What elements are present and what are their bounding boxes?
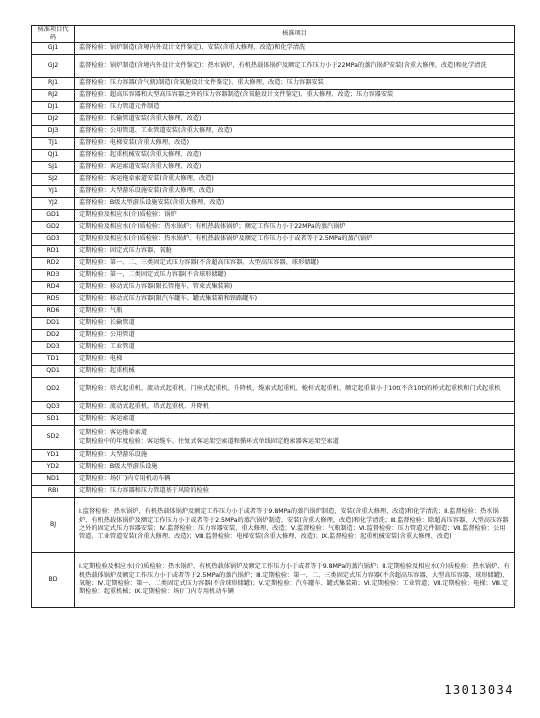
item-code-cell: DJ1 <box>32 102 75 114</box>
item-code-cell: GD2 <box>32 222 75 234</box>
table-row <box>32 43 515 55</box>
item-description-cell: 监督检验：压力容器(含气瓶)制造(含氧舱设计文件鉴定)、重大修理、改造；压力容器安装 <box>75 78 515 90</box>
item-code-cell: RBI <box>32 486 75 498</box>
table-row <box>32 174 515 186</box>
table-row <box>32 294 515 306</box>
item-description-cell: 监督检验：超高压容器和大型高压容器之外的压力容器制造(含氧舱设计文件鉴定)、重大修理、改造；压力容器安装 <box>75 90 515 102</box>
item-description-cell: 定期检验：压力容器和压力管道基于风险的检验 <box>75 486 515 498</box>
item-code-cell: BD <box>32 553 75 608</box>
item-description-cell: 定期检验：场(厂)内专用机动车辆 <box>75 474 515 486</box>
item-code-cell: QJ1 <box>32 150 75 162</box>
table-row <box>32 114 515 126</box>
item-code-cell: SD2 <box>32 426 75 450</box>
item-description-cell: 定期检验：流动式起重机、塔式起重机、升降机 <box>75 402 515 414</box>
item-code-cell: RD3 <box>32 270 75 282</box>
item-description-cell: 监督检验：电梯安装(含重大修理、改造) <box>75 138 515 150</box>
table-row <box>32 102 515 114</box>
item-description-cell: 监督检验：B级大型游乐设施安装(含重大修理、改造) <box>75 198 515 210</box>
item-description-cell: 定期检验及相应水(介)质检验：热水锅炉、有机热载体锅炉及额定工作压力小于或者等于2.5MPa的蒸汽锅炉 <box>75 234 515 246</box>
item-code-cell: YD1 <box>32 450 75 462</box>
table-row <box>32 150 515 162</box>
table-row <box>32 366 515 378</box>
item-code-cell: DD1 <box>32 318 75 330</box>
document-number: 13013034 <box>444 683 514 697</box>
table-row <box>32 270 515 282</box>
column-header-code: 核准项目代码 <box>32 26 75 43</box>
item-code-cell: GJ2 <box>32 55 75 78</box>
item-description-cell: 定期检验：移动式压力容器(限汽车罐车、罐式集装箱和铁路罐车) <box>75 294 515 306</box>
item-code-cell: TJ1 <box>32 138 75 150</box>
item-code-cell: ND1 <box>32 474 75 486</box>
item-description-cell: 监督检验：客运拖牵索道安装(含重大修理、改造) <box>75 174 515 186</box>
table-row <box>32 486 515 498</box>
item-code-cell: QD3 <box>32 402 75 414</box>
table-row <box>32 354 515 366</box>
item-code-cell: BJ <box>32 498 75 553</box>
item-description-cell: 定期检验：B级大型游乐设施 <box>75 462 515 474</box>
table-row <box>32 450 515 462</box>
item-code-cell: QD1 <box>32 366 75 378</box>
item-description-cell: 定期检验：气瓶 <box>75 306 515 318</box>
table-row <box>32 378 515 402</box>
item-description-cell: 定期检验：公用管道 <box>75 330 515 342</box>
item-description-cell: 监督检验：公用管道、工业管道安装(含重大修理、改造) <box>75 126 515 138</box>
item-description-cell: 定期检验：固定式压力容器、氧舱 <box>75 246 515 258</box>
item-description-cell: 定期检验及相应水(介)质检验：锅炉 <box>75 210 515 222</box>
item-description-cell: 监督检验：锅炉制造(含境内外设计文件鉴定)：热水锅炉，有机热载体锅炉及额定工作压力小于22MPa的蒸汽锅炉安装(含重大修理、改造)和化学清洗 <box>75 55 515 78</box>
item-description-cell: 定期检验：工业管道 <box>75 342 515 354</box>
item-description-cell: 定期检验：塔式起重机、流动式起重机、门座式起重机、升降机、缆索式起重机、桅杆式起重机、额定起重量小于10t(不含10t)的桥式起重机和门式起重机 <box>75 378 515 402</box>
column-header-item: 核准项目 <box>75 26 515 43</box>
item-code-cell: SD1 <box>32 414 75 426</box>
item-description-cell: 监督检验：起重机械安装(含重大修理、改造) <box>75 150 515 162</box>
item-description-cell: Ⅰ.监督检验：热水锅炉、有机热载体锅炉及额定工作压力小于或者等于9.8MPa的蒸汽锅炉制造、安装(含重大修理、改造)和化学清洗；Ⅱ.监督检验：热水锅炉、有机热载体锅炉及额定工作压力小于或者等于2.5MPa的蒸汽锅炉制造、安装(含重大修理、改造)和化学清洗；Ⅲ.监督检验：除超高压容器、大型高压容器之外的固定式压力容器安装；Ⅳ.监督检验：压力容器安装、重大修理、改造；Ⅴ.监督检验：气瓶制造；Ⅵ.监督检验：压力管道元件制造；Ⅶ.监督检验：公用管道、工业管道安装(含重大修理、改造)；Ⅷ.监督检验：电梯安装(含重大修理、改造)；Ⅸ.监督检验：起重机械安装(含重大修理、改造) <box>75 498 515 553</box>
item-code-cell: RD2 <box>32 258 75 270</box>
item-description-cell: 定期检验：第一、二类固定式压力容器(不含球形储罐) <box>75 270 515 282</box>
item-code-cell: RD1 <box>32 246 75 258</box>
item-code-cell: DD3 <box>32 342 75 354</box>
table-row <box>32 426 515 450</box>
table-row <box>32 306 515 318</box>
table-row <box>32 246 515 258</box>
item-code-cell: YD2 <box>32 462 75 474</box>
table-row <box>32 198 515 210</box>
item-description-cell: 定期检验：电梯 <box>75 354 515 366</box>
table-row <box>32 498 515 553</box>
table-row <box>32 186 515 198</box>
item-code-cell: DJ3 <box>32 126 75 138</box>
table-row <box>32 234 515 246</box>
table-row <box>32 330 515 342</box>
item-code-cell: GD1 <box>32 210 75 222</box>
item-code-cell: RJ2 <box>32 90 75 102</box>
item-code-cell: GD3 <box>32 234 75 246</box>
table-row <box>32 222 515 234</box>
table-header-row <box>32 26 515 43</box>
item-description-cell: Ⅰ.定期检验及相应水(介)质检验：热水锅炉、有机热载体锅炉及额定工作压力小于或者等于9.8MPa的蒸汽锅炉；Ⅱ.定期检验及相应水(介)质检验：热水锅炉、有机热载体锅炉及额定工作压力小于或者等于2.5MPa的蒸汽锅炉；Ⅲ.定期检验：第一、二、三类固定式压力容器(不含超高压容器、大型高压容器、球形储罐)、氧舱；Ⅳ.定期检验：第一、二类固定式压力容器(不含球形储罐)；Ⅴ.定期检验：汽车罐车、罐式集装箱；Ⅵ.定期检验：工业管道；Ⅶ.定期检验：电梯；Ⅷ.定期检验：起重机械；Ⅸ.定期检验：场(厂)内专用机动车辆 <box>75 553 515 608</box>
item-code-cell: DJ2 <box>32 114 75 126</box>
table-row <box>32 90 515 102</box>
table-row <box>32 210 515 222</box>
item-description-cell: 定期检验：客运索道 <box>75 414 515 426</box>
item-description-cell: 监督检验：锅炉制造(含境内外设计文件鉴定)、安装(含重大修理、改造)和化学清洗 <box>75 43 515 55</box>
item-code-cell: SJ1 <box>32 162 75 174</box>
table-row <box>32 162 515 174</box>
table-row <box>32 414 515 426</box>
item-description-cell: 定期检验：客运拖牵索道 定期检验中的年度检验：客运缆车、往复式客运架空索道和循环式单线固定抱索器客运架空索道 <box>75 426 515 450</box>
table-row <box>32 138 515 150</box>
item-description-cell: 定期检验及相应水(介)质检验：热水锅炉；有机热载体锅炉；额定工作压力小于22MPa的蒸汽锅炉 <box>75 222 515 234</box>
item-description-cell: 监督检验：压力管道元件制造 <box>75 102 515 114</box>
item-code-cell: DD2 <box>32 330 75 342</box>
item-description-cell: 定期检验：大型游乐设施 <box>75 450 515 462</box>
item-description-cell: 监督检验：长输管道安装(含重大修理、改造) <box>75 114 515 126</box>
item-description-cell: 定期检验：移动式压力容器(限长管拖车、管束式集装箱) <box>75 282 515 294</box>
table-row <box>32 474 515 486</box>
table-row <box>32 318 515 330</box>
item-code-cell: SJ2 <box>32 174 75 186</box>
item-description-cell: 监督检验：大型游乐设施安装(含重大修理、改造) <box>75 186 515 198</box>
table-row <box>32 126 515 138</box>
item-code-cell: QD2 <box>32 378 75 402</box>
table-row <box>32 258 515 270</box>
item-code-cell: GJ1 <box>32 43 75 55</box>
item-description-cell: 定期检验：起重机械 <box>75 366 515 378</box>
item-code-cell: RJ1 <box>32 78 75 90</box>
verification-items-table <box>31 25 515 608</box>
item-code-cell: RD5 <box>32 294 75 306</box>
item-description-cell: 定期检验：长输管道 <box>75 318 515 330</box>
table-row <box>32 553 515 608</box>
item-code-cell: YJ1 <box>32 186 75 198</box>
table-row <box>32 342 515 354</box>
table-row <box>32 402 515 414</box>
item-code-cell: RD4 <box>32 282 75 294</box>
table-row <box>32 78 515 90</box>
item-description-cell: 定期检验：第一、二、三类固定式压力容器(不含超高压容器、大型高压容器、球形储罐) <box>75 258 515 270</box>
table-row <box>32 462 515 474</box>
item-code-cell: RD6 <box>32 306 75 318</box>
item-code-cell: YJ2 <box>32 198 75 210</box>
table-row <box>32 55 515 78</box>
table-row <box>32 282 515 294</box>
item-code-cell: TD1 <box>32 354 75 366</box>
item-description-cell: 监督检验：客运索道安装(含重大修理、改造) <box>75 162 515 174</box>
